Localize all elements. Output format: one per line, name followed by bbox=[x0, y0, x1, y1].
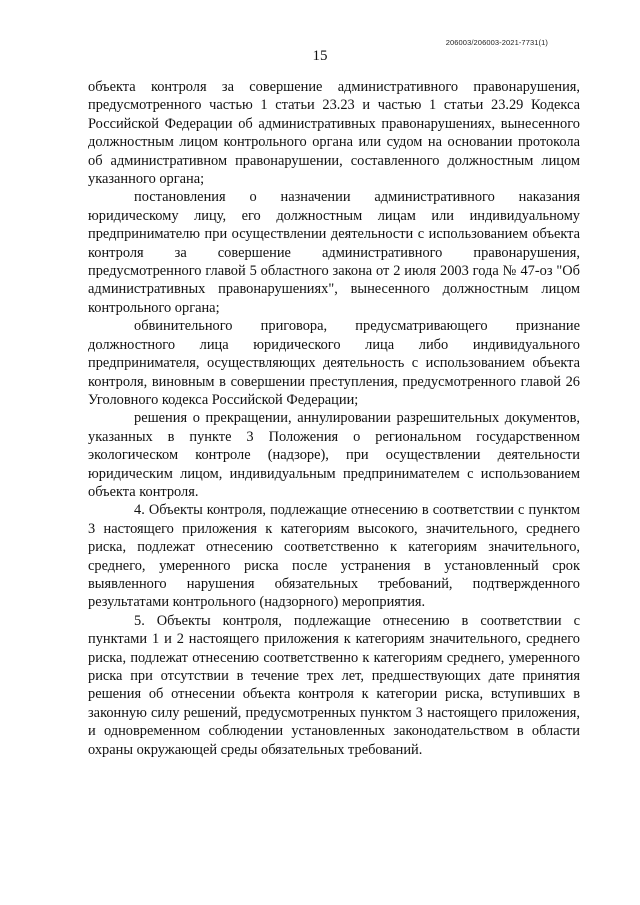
document-id: 206003/206003-2021-7731(1) bbox=[445, 38, 548, 47]
paragraph: 4. Объекты контроля, подлежащие отнесению в соответствии с пунктом 3 настоящего приложения к категориям высокого, значительного, среднего риска, подлежат отнесению соответственно к категориям значительного, среднего, умеренного риска после устранения в установленный срок выявленного нарушения обязательных требований, подтвержденного результатами контрольного (надзорного) мероприятия. bbox=[88, 502, 580, 611]
page-number: 15 bbox=[312, 48, 328, 64]
paragraph: постановления о назначении административного наказания юридическому лицу, его должностным лицам или индивидуальному предпринимателю при осуществлении деятельности с использованием объекта контроля за совершение административного правонарушения, предусмотренного главой 5 областного закона от 2 июля 2003 года № 47-оз "Об административных правонарушениях", вынесенного должностным лицом контрольного органа; bbox=[88, 189, 580, 316]
paragraph: решения о прекращении, аннулировании разрешительных документов, указанных в пункте 3 Положения о региональном государственном экологическом контроле (надзоре), при осуществлении деятельности юридическим лицом, индивидуальным предпринимателем с использованием объекта контроля. bbox=[88, 410, 580, 500]
paragraph: обвинительного приговора, предусматривающего признание должностного лица юридического лица либо индивидуального предпринимателя, осуществляющих деятельность с использованием объекта контроля, виновным в совершении преступления, предусмотренного главой 26 Уголовного кодекса Российской Федерации; bbox=[88, 318, 580, 408]
document-body bbox=[88, 78, 580, 759]
paragraph: 5. Объекты контроля, подлежащие отнесению в соответствии с пунктами 1 и 2 настоящего приложения к категориям значительного, среднего риска, подлежат отнесению соответственно к категориям среднего, умеренного риска при отсутствии в течение трех лет, предшествующих дате принятия решения об отнесении объекта контроля к категории риска, вступивших в законную силу решений, предусмотренных пунктом 3 настоящего приложения, и одновременном соблюдении установленных законодательством в области охраны окружающей среды обязательных требований. bbox=[88, 612, 580, 758]
paragraph: объекта контроля за совершение административного правонарушения, предусмотренного частью 1 статьи 23.23 и частью 1 статьи 23.29 Кодекса Российской Федерации об административных правонарушениях, вынесенного должностным лицом контрольного органа или судом на основании протокола об административном правонарушении, составленного должностным лицом указанного органа; bbox=[88, 79, 580, 188]
